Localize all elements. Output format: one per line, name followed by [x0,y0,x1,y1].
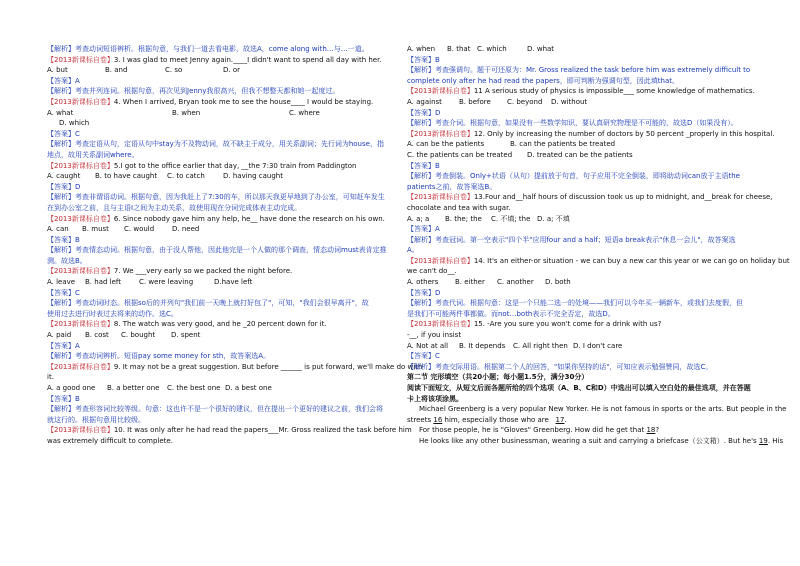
answer-8: 【答案】A [47,341,80,350]
left-column [47,44,423,447]
answer-15: 【答案】C [407,352,440,361]
explanation-7b: 使用过去进行时表过去将来的动作。选C。 [47,309,178,318]
question-12: 【2013新课标自卷】12. Only by increasing the number of doctors by 50 percent _properly in this hospital. [407,129,775,138]
explanation-10: 【解析】考查强调句。题干可还原为：Mr. Gross realized the task before him was extremely difficult to [407,66,751,75]
explanation-6b: 测。故选B。 [47,256,87,265]
answer-9: 【答案】B [47,394,80,403]
explanation-4: 【解析】考查定语从句，定语从句中stay为不及物动词，故不缺主于成分，用关系副词；先行词为house，指 [47,140,384,149]
explanation-11: 【解析】考查介词。根据句意，如果没有一些数学知识，要认真研究物理是不可能的，故选D（如果没有）。 [407,119,738,128]
explanation-15: 【解析】考查交际用语。根据第二个人的回答，"如果你坚持的话"，可知应表示勉强赞同，故选C。 [407,362,713,371]
options-13: A. a; a B. the; the C. 不填; the D. a; 不填 [407,214,570,223]
answer-3: 【答案】A [47,76,80,85]
options-14: A. others B. either C. another D. both [407,278,571,287]
right-column [407,44,790,447]
options-5: A. caught B. to have caught C. to catch D. having caught [47,172,283,181]
options-4: A. what B. when C. where [47,108,320,117]
explanation-14: 【解析】考查代词。根据句意：这是一个只能二选一的处境——我们可以今年买一辆新车，或我们去度假，但 [407,299,743,308]
answer-11: 【答案】D [407,108,441,117]
options-9: A. a good one B. a better one C. the best one D. a best one [47,384,272,392]
answer-4: 【答案】C [47,129,80,138]
question-4: 【2013新课标自卷】4. When I arrived, Bryan took me to see the house____ I would be staying. [47,97,374,106]
explanation-8: 【解析】考查动词辨析。短语pay some money for sth，故答案选A。 [47,352,271,361]
question-10b: was extremely difficult to complete. [47,436,173,445]
question-7: 【2013新课标自卷】7. We ___very early so we packed the night before. [47,267,293,276]
answer-5: 【答案】D [47,182,81,191]
question-14: 【2013新课标自卷】14. It's an either-or situation - we can buy a new car this year or we can go on holiday but [407,256,790,265]
passage-line-1: Michael Greenberg is a very popular New Yorker. He is not famous in sports or the arts. But people in the [419,405,787,414]
explanation-5b: 在到办公室之前，且与主语I之间为主动关系，故使用现在分词完成体表主动完成。 [47,203,302,212]
explanation-4b: 地点，故用关系副词where。 [47,150,139,159]
options-11: A. against B. before C. beyond D. without [407,97,588,106]
question-6: 【2013新课标自卷】6. Since nobody gave him any help, he__ have done the research on his own. [47,214,385,223]
options-12: A. can be the patients B. can the patients be treated [407,140,616,149]
question-13b: chocolate and tea with sugar. [407,203,511,212]
explanation-9: 【解析】考查形容词比较等级。句意：这也许不是一个很好的建议，但在提出一个更好的建议之前，我们会将 [47,405,383,414]
explanation-9b: 就这行的。根据句意用比较级。 [47,415,145,424]
question-9: 【2013新课标自卷】9. It may not be a great suggestion. But before ______ is put forward, we'll make do with [47,362,423,371]
answer-13: 【答案】A [407,225,440,234]
options-15: A. Not at all B. It depends C. All right then D. I don't care [407,341,623,350]
question-15b: -__, if you insist [407,331,462,340]
options-3: A. but B. and C. so D. or [47,66,241,75]
explanation-12b: patients之前，故答案选B。 [407,182,497,191]
explanation-12: 【解析】考查倒装。Only+状语（从句）提前放于句首，句子应用不完全倒装，即将助动词can放于主语the [407,172,740,181]
options-6: A. can B. must C. would D. need [47,225,200,234]
question-10: 【2013新课标自卷】10. It was only after he had read the papers___Mr. Gross realized the task before him [47,426,412,435]
explanation-6: 【解析】考查情态动词。根据句意，由于没人帮他，因此他完是一个人做的那个调查，情态动词must表肯定推 [47,246,387,255]
options-8: A. paid B. cost C. bought D. spent [47,331,201,340]
answer-7: 【答案】C [47,288,80,297]
explanation-13b: A。 [407,246,419,255]
passage-line-4: He looks like any other businessman, wearing a suit and carrying a briefcase（公文箱）. But he's 19. His [419,436,784,445]
explanation-13: 【解析】考查冠词。第一空表示"四个半"应用four and a half；短语a break表示"休息一会儿"，故答案选 [407,235,736,244]
exp-line: 【解析】考查动词短语辨析。根据句意，与我们一道去看电影，故选A，come along with…与…一道。 [47,45,369,53]
explanation-10b: complete only after he had read the papers，即可判断为强调句型，因此填that。 [407,76,680,85]
options-12b: C. the patients can be treated D. treated can be the patients [407,150,633,159]
section-title: 第二节 完形填空（共20小题；每小题1.5分，满分30分） [407,373,589,382]
explanation-3: 【解析】考查并列连词。根据句意，再次见到Jenny我很高兴，但我不想整天都和她一起度过。 [47,87,340,96]
section-instruction-b: 卡上将该项涂黑。 [407,394,463,403]
passage-line-2: streets 16 him, especially those who are 17. [407,415,567,424]
options-7: A. leave B. had left C. were leaving D.have left [47,278,253,287]
answer-6: 【答案】B [47,235,80,244]
explanation-14b: 是我们不可能两件事都做。而not…both表示不完全否定，故选D。 [407,309,615,318]
question-11: 【2013新课标自卷】11 A serious study of physics is impossible___ some knowledge of mathematics. [407,87,755,96]
answer-14: 【答案】D [407,288,441,297]
question-9b: it. [47,373,54,382]
question-14b: we can't do__. [407,267,457,276]
answer-12: 【答案】B [407,161,440,170]
section-instruction: 阅读下面短文，从短文后面各题所给的四个选项（A、B、C和D）中选出可以填入空白处的最佳选项，并在答题 [407,384,751,392]
question-15: 【2013新课标自卷】15. -Are you sure you won't come for a drink with us? [407,320,662,329]
options-10: A. when B. that C. which D. what [407,45,555,53]
explanation-5: 【解析】考查非谓语动词。根据句意，因为我赶上了7:30的车，所以那天我更早地到了办公室，可知赶车发生 [47,193,385,202]
question-8: 【2013新课标自卷】8. The watch was very good, and he _20 percent down for it. [47,320,327,329]
question-3: 【2013新课标自卷】3. I was glad to meet Jenny again.____I didn't want to spend all day with her. [47,55,382,64]
explanation-7: 【解析】考查动词时态。根据so后的并列句"我们前一天晚上就打好包了"，可知，"我们会很早离开"，故 [47,299,369,308]
passage-line-3: For those people, he is "Gloves" Greenberg. How did he get that 18? [419,426,660,435]
answer-10: 【答案】B [407,55,440,64]
question-5: 【2013新课标自卷】5.I got to the office earlier that day, __the 7:30 train from Paddington [47,161,357,170]
question-13: 【2013新课标自卷】13.Four and__half hours of discussion took us up to midnight, and__break for cheese, [407,193,773,202]
option-4d: D. which [59,119,90,128]
